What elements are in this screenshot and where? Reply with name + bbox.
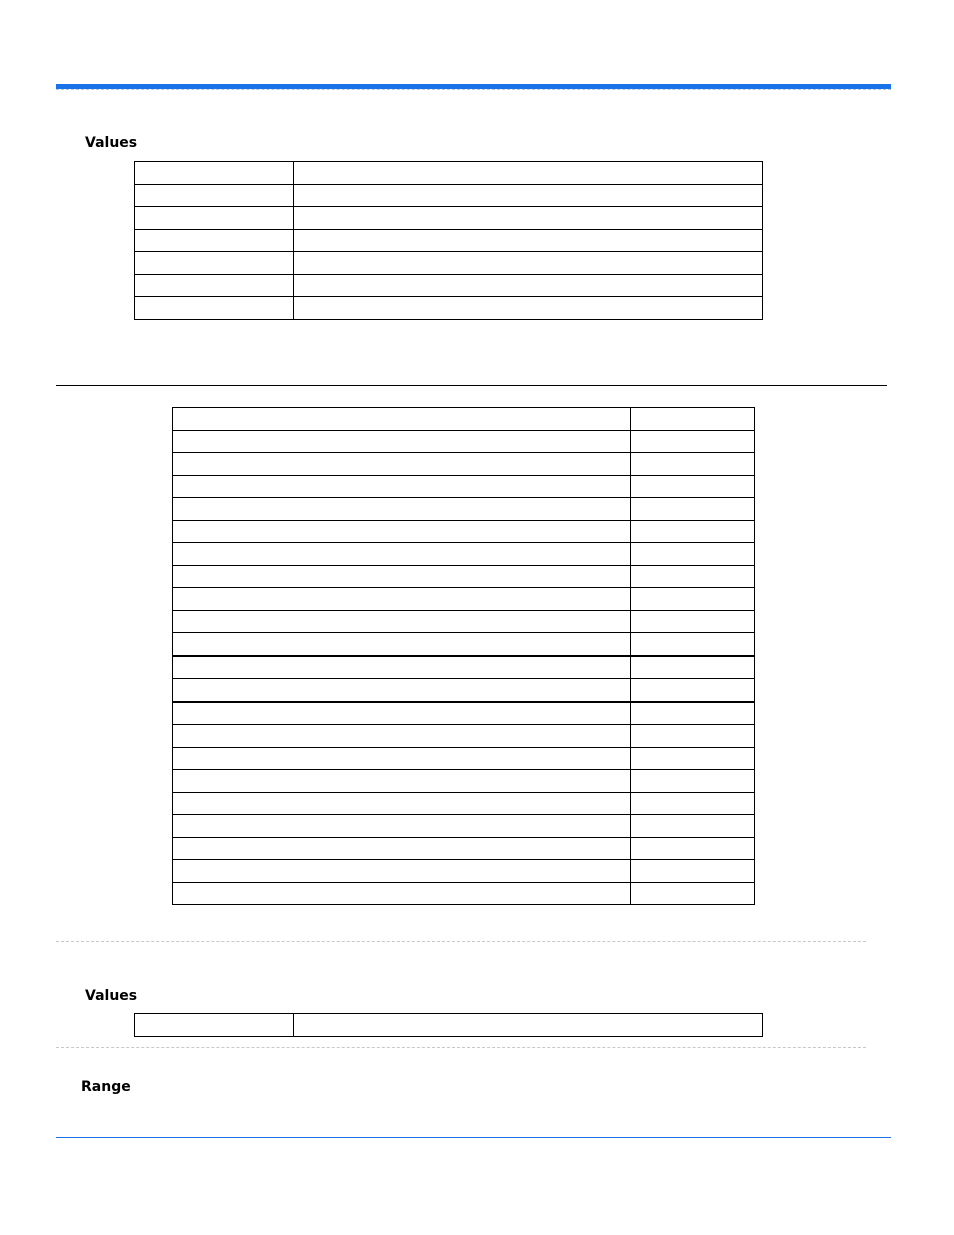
footer-rule (56, 1137, 891, 1138)
table-cell-right (631, 408, 755, 431)
table-cell-left (135, 274, 294, 297)
table-cell-right (631, 588, 755, 611)
table-cell-right (631, 882, 755, 905)
table-cell-right (631, 565, 755, 588)
table-cell-right (294, 162, 763, 185)
table-cell-left (173, 475, 631, 498)
table-cell-left (135, 207, 294, 230)
table-cell-left (173, 565, 631, 588)
table-cell-right (631, 430, 755, 453)
table-row (173, 815, 755, 838)
table-row (173, 498, 755, 521)
table-cell-left (173, 588, 631, 611)
table-cell-right (631, 475, 755, 498)
range-label: Range (81, 1079, 131, 1095)
table-cell-right (294, 252, 763, 275)
table-cell-left (173, 725, 631, 748)
section-divider (56, 385, 887, 386)
table-row (173, 679, 755, 702)
table-cell-right (631, 633, 755, 656)
table-cell-right (631, 860, 755, 883)
table-row (135, 252, 763, 275)
table-cell-right (631, 543, 755, 566)
table-cell-right (631, 815, 755, 838)
table-row (135, 1014, 763, 1037)
table-row (173, 430, 755, 453)
table-cell-right (631, 747, 755, 770)
table-cell-left (173, 770, 631, 793)
table-cell-right (631, 498, 755, 521)
table-cell-right (294, 229, 763, 252)
table-cell-left (173, 543, 631, 566)
table-row (173, 860, 755, 883)
table-row (173, 702, 755, 725)
table-row (135, 207, 763, 230)
table-cell-left (173, 837, 631, 860)
table-row (173, 610, 755, 633)
table-cell-right (631, 656, 755, 679)
table-cell-left (173, 610, 631, 633)
table-row (173, 656, 755, 679)
table-row (173, 475, 755, 498)
table-cell-right (631, 725, 755, 748)
table-row (173, 588, 755, 611)
table-cell-right (294, 207, 763, 230)
table-row (173, 408, 755, 431)
values-label-2: Values (85, 988, 138, 1004)
table-row (135, 162, 763, 185)
table-cell-left (173, 498, 631, 521)
table-cell-left (173, 520, 631, 543)
table-cell-left (173, 860, 631, 883)
table-cell-left (135, 229, 294, 252)
table-cell-left (173, 792, 631, 815)
table-cell-left (173, 679, 631, 702)
table-cell-right (631, 610, 755, 633)
table-row (135, 184, 763, 207)
table-cell-right (631, 770, 755, 793)
table-cell-left (173, 702, 631, 725)
table-cell-right (294, 297, 763, 320)
table-cell-right (631, 792, 755, 815)
table-row (173, 792, 755, 815)
table-cell-left (173, 453, 631, 476)
table-cell-right (631, 837, 755, 860)
table-row (173, 633, 755, 656)
list-table (172, 407, 755, 905)
table-row (173, 565, 755, 588)
table-row (173, 747, 755, 770)
table-cell-left (173, 882, 631, 905)
table-cell-right (294, 184, 763, 207)
table-cell-right (631, 702, 755, 725)
values-table-1 (134, 161, 763, 320)
table-cell-right (294, 1014, 763, 1037)
values-table-2 (134, 1013, 763, 1037)
table-row (173, 520, 755, 543)
table-row (173, 453, 755, 476)
table-row (173, 770, 755, 793)
table-cell-right (294, 274, 763, 297)
table-cell-right (631, 520, 755, 543)
table-cell-left (135, 297, 294, 320)
header-dashed-rule (56, 89, 891, 90)
table-row (135, 297, 763, 320)
values-label-1: Values (85, 135, 138, 151)
table-cell-left (135, 252, 294, 275)
dashed-divider-1 (56, 941, 866, 942)
table-cell-left (173, 430, 631, 453)
table-row (173, 882, 755, 905)
table-row (173, 543, 755, 566)
table-cell-left (173, 815, 631, 838)
table-row (173, 837, 755, 860)
table-cell-left (173, 633, 631, 656)
table-cell-left (173, 656, 631, 679)
table-row (135, 274, 763, 297)
table-cell-left (173, 408, 631, 431)
table-cell-left (135, 184, 294, 207)
table-cell-right (631, 453, 755, 476)
table-cell-right (631, 679, 755, 702)
table-row (173, 725, 755, 748)
table-cell-left (173, 747, 631, 770)
table-cell-left (135, 162, 294, 185)
table-cell-left (135, 1014, 294, 1037)
dashed-divider-2 (56, 1047, 866, 1048)
table-row (135, 229, 763, 252)
